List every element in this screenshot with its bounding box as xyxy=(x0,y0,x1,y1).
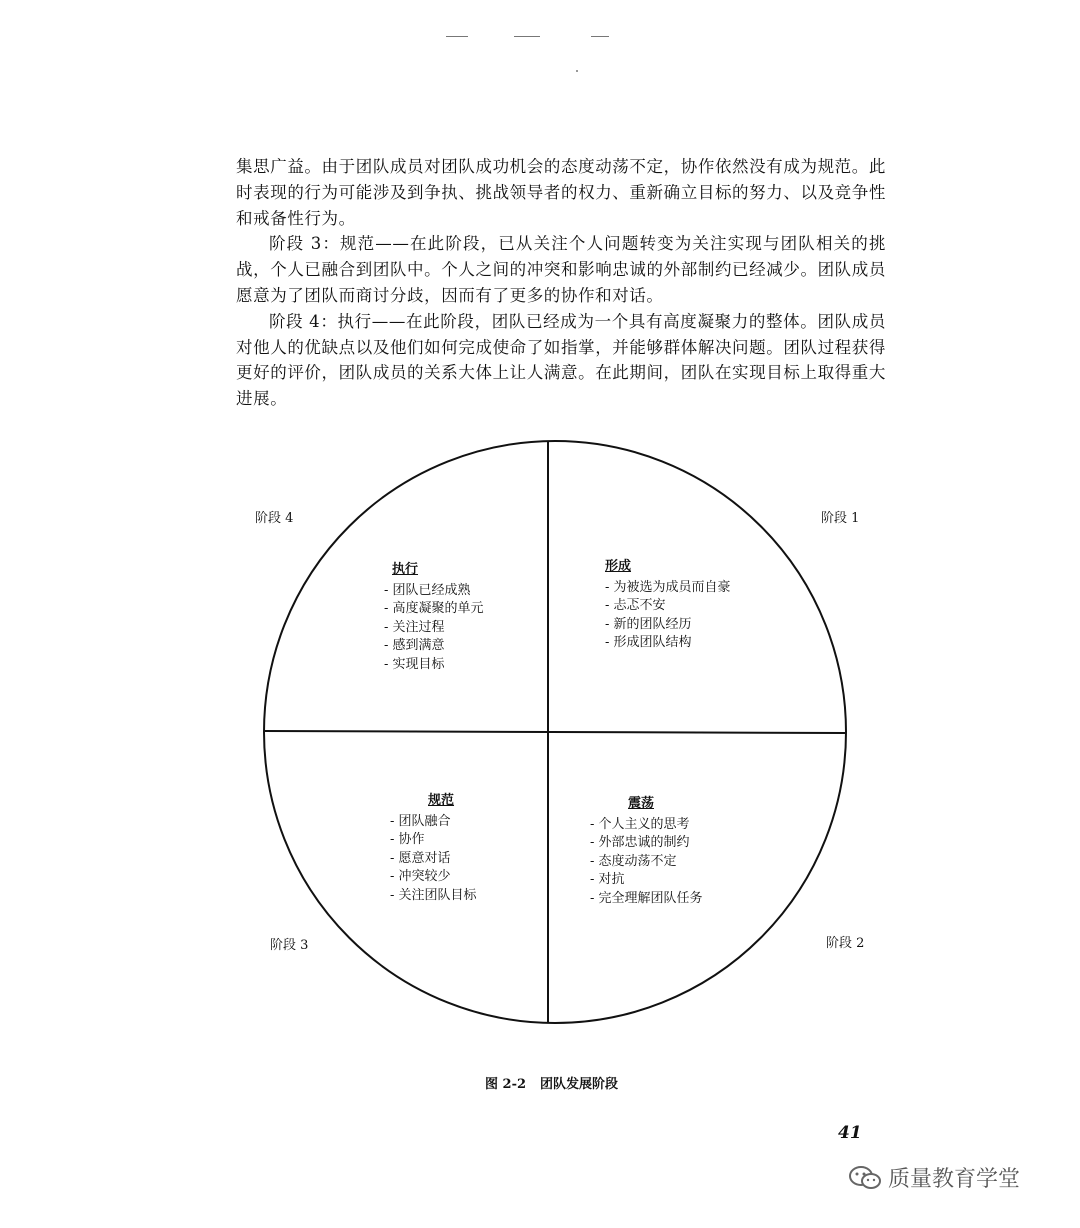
wechat-watermark xyxy=(848,1162,1020,1193)
list-item: - 外部忠诚的制约 xyxy=(590,834,703,853)
list-item: - 忐忑不安 xyxy=(605,597,731,616)
quadrant-title: 震荡 xyxy=(628,796,655,811)
list-item: - 关注过程 xyxy=(384,619,484,638)
list-item: - 完全理解团队任务 xyxy=(590,890,703,909)
list-item: - 冲突较少 xyxy=(390,868,477,887)
quadrant-performing xyxy=(384,561,484,674)
list-item: - 高度凝聚的单元 xyxy=(384,600,484,619)
stage-2-label: 阶段 2 xyxy=(826,936,865,951)
list-item: - 新的团队经历 xyxy=(605,616,731,635)
list-item: - 态度动荡不定 xyxy=(590,853,703,872)
wechat-icon xyxy=(848,1165,882,1191)
list-item: - 对抗 xyxy=(590,871,703,890)
list-item: - 愿意对话 xyxy=(390,850,477,869)
quadrant-storming xyxy=(590,795,703,908)
figure-title: 团队发展阶段 xyxy=(540,1077,619,1092)
list-item: - 感到满意 xyxy=(384,637,484,656)
stage-3-label: 阶段 3 xyxy=(270,938,309,953)
figure-caption xyxy=(485,1073,618,1092)
list-item: - 为被选为成员而自豪 xyxy=(605,579,731,598)
quadrant-forming xyxy=(605,558,731,653)
quadrant-title: 执行 xyxy=(392,562,419,577)
horizontal-divider xyxy=(264,731,846,733)
figure-number: 图 2-2 xyxy=(485,1077,527,1092)
list-item: - 个人主义的思考 xyxy=(590,816,703,835)
list-item: - 形成团队结构 xyxy=(605,634,731,653)
stage-1-label: 阶段 1 xyxy=(821,511,860,526)
list-item: - 关注团队目标 xyxy=(390,887,477,906)
paragraph: 阶段 3：规范——在此阶段，已从关注个人问题转变为关注实现与团队相关的挑战，个人已融合到团队中。个人之间的冲突和影响忠诚的外部制约已经减少。团队成员愿意为了团队而商讨分歧，因而有了更多的协作和对话。 xyxy=(236,234,886,305)
quadrant-norming xyxy=(390,792,477,905)
page-number: 41 xyxy=(838,1123,862,1143)
list-item: - 实现目标 xyxy=(384,656,484,675)
paragraph: 集思广益。由于团队成员对团队成功机会的态度动荡不定，协作依然没有成为规范。此时表现的行为可能涉及到争执、挑战领导者的权力、重新确立目标的努力、以及竞争性和戒备性行为。 xyxy=(236,157,886,228)
stage-4-label: 阶段 4 xyxy=(255,511,294,526)
list-item: - 协作 xyxy=(390,831,477,850)
list-item: - 团队融合 xyxy=(390,813,477,832)
watermark-text: 质量教育学堂 xyxy=(888,1167,1021,1192)
paragraph: 阶段 4：执行——在此阶段，团队已经成为一个具有高度凝聚力的整体。团队成员对他人的优缺点以及他们如何完成使命了如指掌，并能够群体解决问题。团队过程获得更好的评价，团队成员的关系大体上让人满意。在此期间，团队在实现目标上取得重大进展。 xyxy=(236,311,886,409)
list-item: - 团队已经成熟 xyxy=(384,582,484,601)
quadrant-title: 规范 xyxy=(428,793,455,808)
quadrant-title: 形成 xyxy=(605,559,632,574)
